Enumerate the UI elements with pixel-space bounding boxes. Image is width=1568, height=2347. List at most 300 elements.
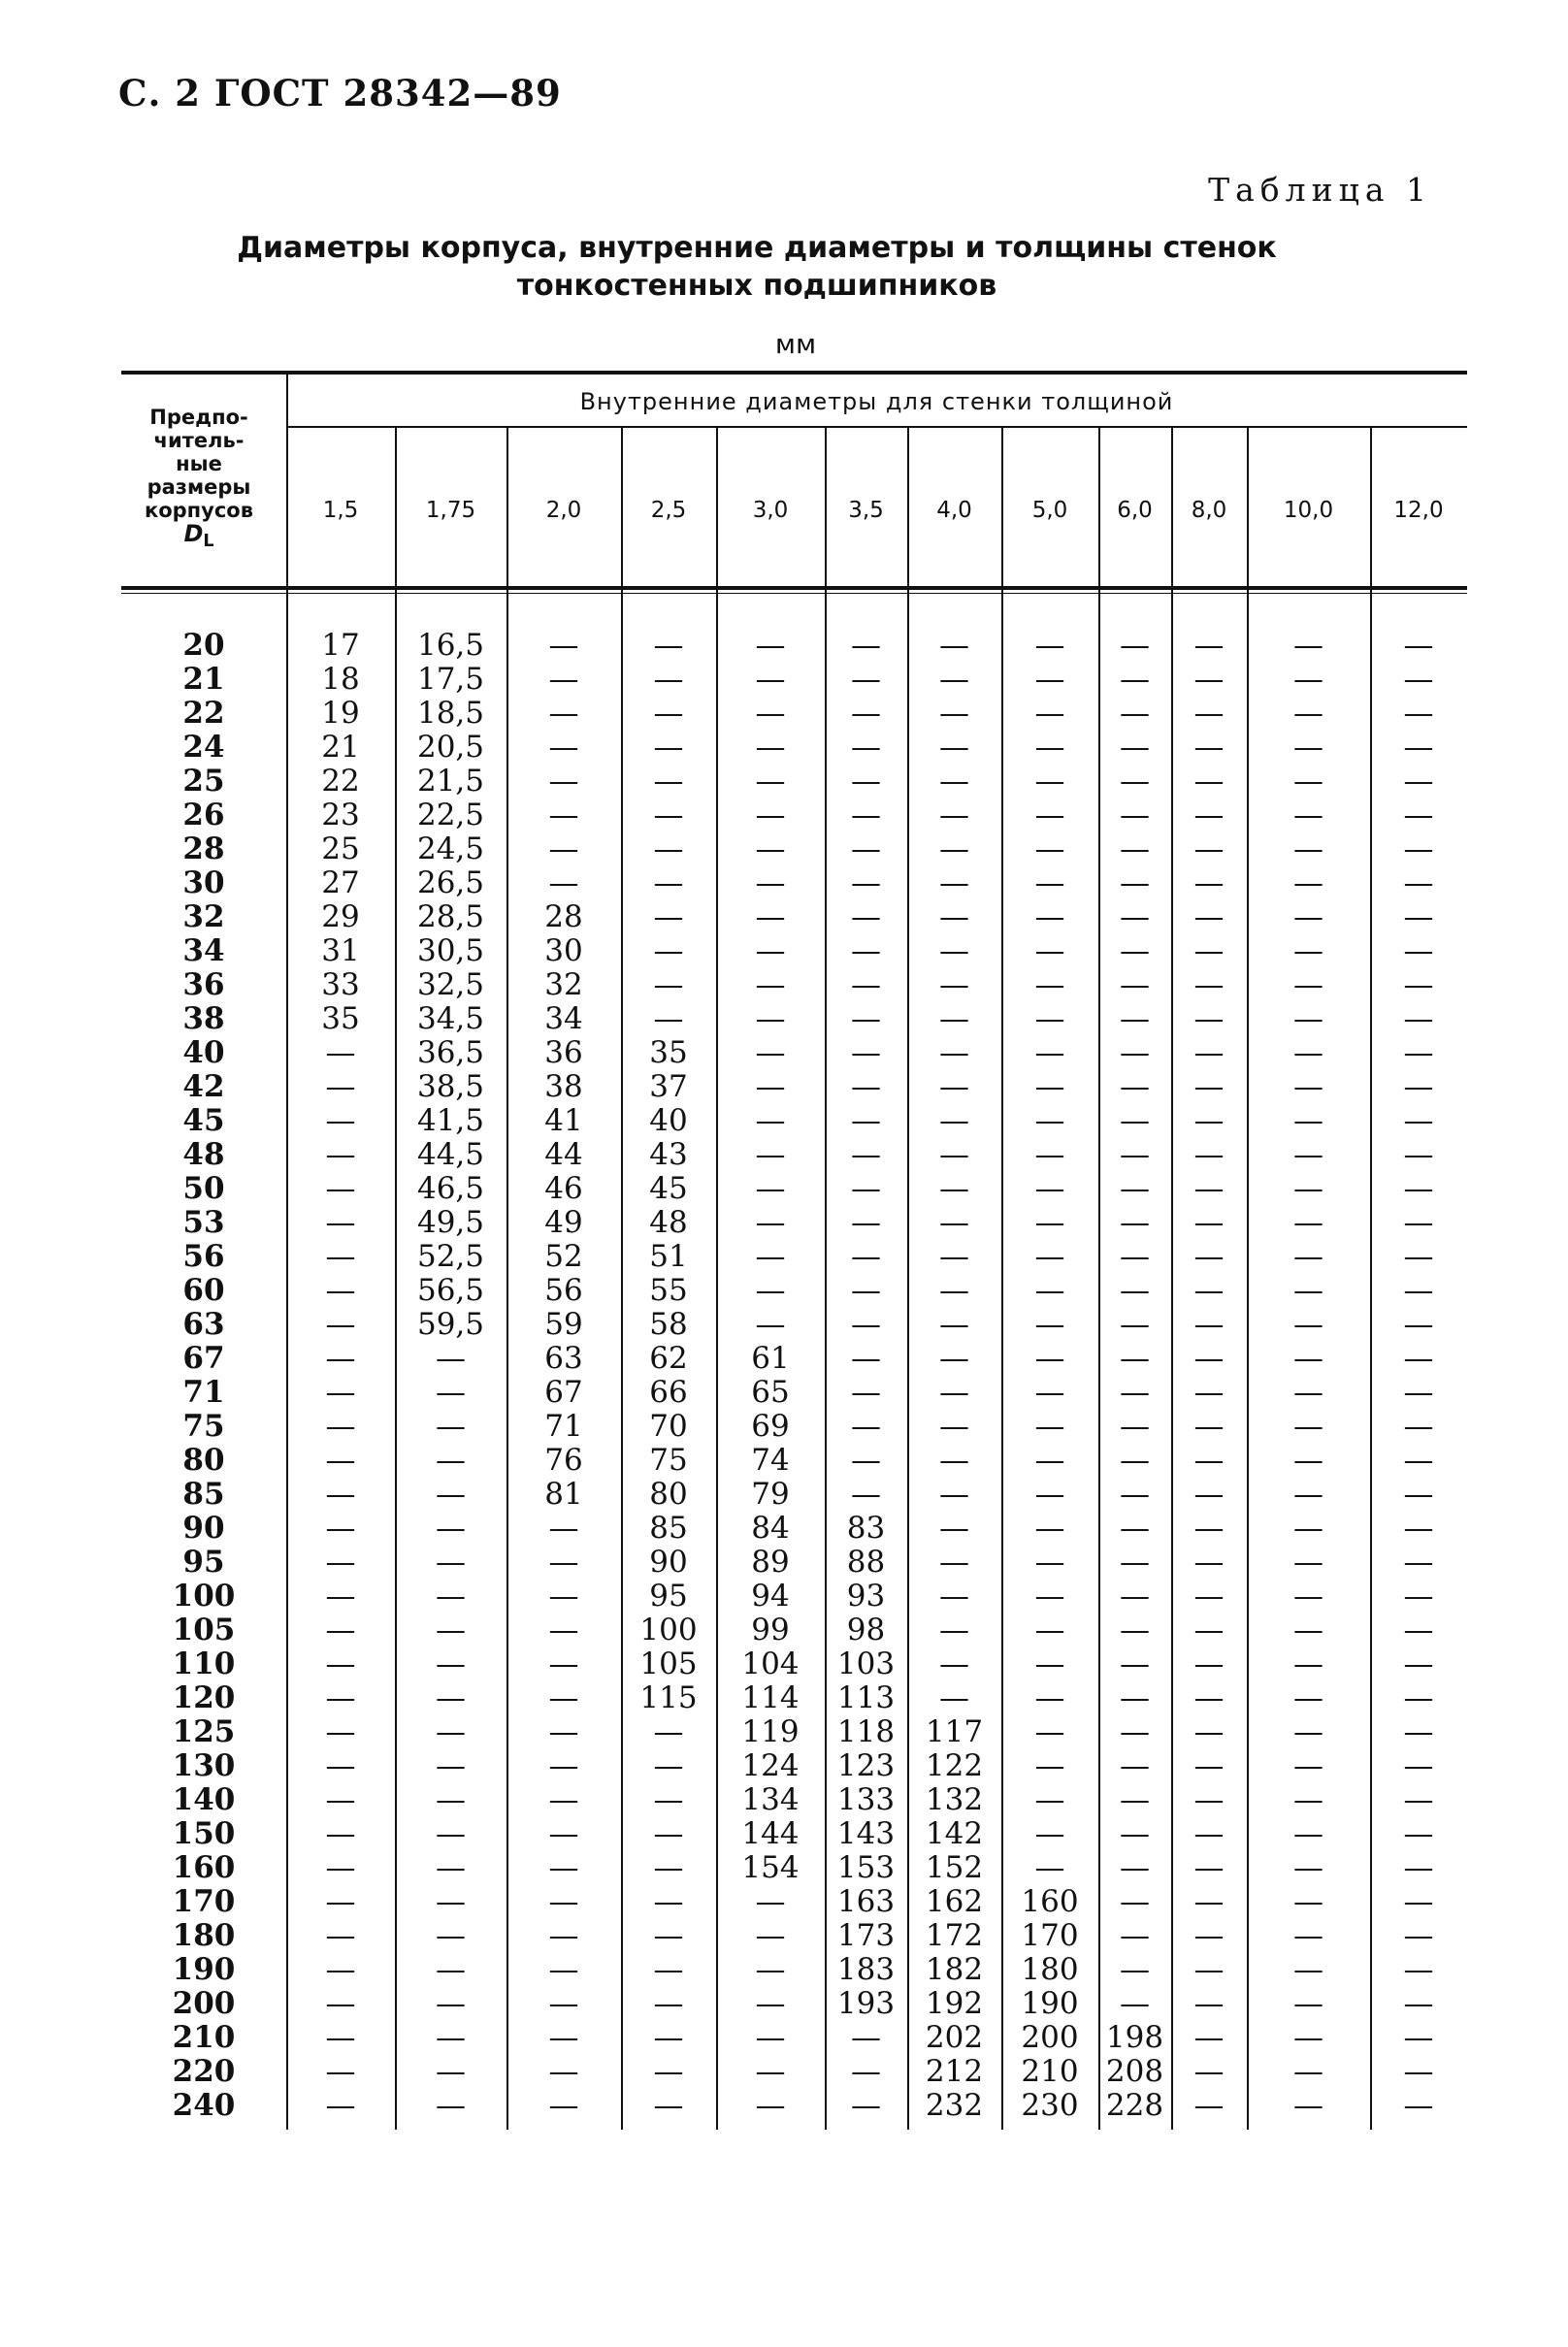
inner-diameter-cell: —: [939, 1171, 969, 1206]
inner-diameter-cell: —: [653, 730, 684, 765]
inner-diameter-cell: —: [548, 1680, 579, 1715]
inner-diameter-cell: 51: [649, 1239, 688, 1274]
inner-diameter-cell: —: [755, 967, 786, 1002]
inner-diameter-cell: —: [1293, 865, 1323, 900]
inner-diameter-cell: —: [1193, 899, 1225, 934]
inner-diameter-cell: —: [653, 967, 684, 1002]
inner-diameter-cell: —: [1034, 1341, 1065, 1376]
housing-size-cell: 170: [172, 1884, 236, 1919]
inner-diameter-cell: 59,5: [416, 1307, 485, 1342]
inner-diameter-cell: —: [1293, 1103, 1323, 1138]
inner-diameter-cell: —: [851, 933, 881, 968]
inner-diameter-cell: 100: [639, 1613, 698, 1647]
inner-diameter-cell: —: [548, 662, 579, 697]
inner-diameter-cell: —: [1293, 1341, 1323, 1376]
inner-diameter-cell: —: [325, 1375, 356, 1410]
inner-diameter-cell: —: [1293, 1477, 1323, 1512]
table-row: [0, 2089, 1568, 2123]
inner-diameter-cell: —: [325, 1307, 356, 1342]
inner-diameter-cell: —: [1120, 1986, 1150, 2021]
inner-diameter-cell: —: [1193, 1409, 1225, 1444]
inner-diameter-cell: —: [325, 1816, 356, 1851]
inner-diameter-cell: 163: [836, 1884, 896, 1919]
inner-diameter-cell: —: [939, 933, 969, 968]
inner-diameter-cell: —: [1034, 865, 1065, 900]
inner-diameter-cell: —: [548, 764, 579, 799]
table-row: [0, 1817, 1568, 1851]
inner-diameter-cell: —: [851, 1239, 881, 1274]
inner-diameter-cell: 98: [846, 1613, 886, 1647]
stub-header-line: размеры: [147, 475, 251, 499]
inner-diameter-cell: —: [755, 764, 786, 799]
inner-diameter-cell: 123: [836, 1748, 896, 1783]
inner-diameter-cell: 173: [836, 1918, 896, 1953]
inner-diameter-cell: —: [1293, 1171, 1323, 1206]
inner-diameter-cell: —: [1120, 1477, 1150, 1512]
inner-diameter-cell: —: [1293, 2020, 1323, 2055]
inner-diameter-cell: —: [325, 1341, 356, 1376]
inner-diameter-cell: 79: [751, 1477, 790, 1512]
inner-diameter-cell: —: [1120, 1511, 1150, 1546]
inner-diameter-cell: —: [1120, 1001, 1150, 1036]
inner-diameter-cell: —: [1403, 1205, 1434, 1240]
table-row: [0, 1410, 1568, 1444]
inner-diameter-cell: —: [755, 933, 786, 968]
thickness-header: 10,0: [1283, 497, 1334, 523]
inner-diameter-cell: 56,5: [416, 1273, 485, 1308]
table-row: [0, 1851, 1568, 1885]
inner-diameter-cell: —: [436, 2088, 466, 2123]
inner-diameter-cell: —: [1193, 1307, 1225, 1342]
inner-diameter-cell: —: [1293, 628, 1323, 663]
inner-diameter-cell: —: [939, 1409, 969, 1444]
table-row: [0, 832, 1568, 866]
inner-diameter-cell: —: [548, 865, 579, 900]
inner-diameter-cell: —: [1034, 1137, 1065, 1172]
inner-diameter-cell: —: [1120, 1579, 1150, 1614]
inner-diameter-cell: —: [436, 1952, 466, 1987]
thickness-header: 1,75: [425, 497, 476, 523]
inner-diameter-cell: —: [1193, 1545, 1225, 1580]
inner-diameter-cell: 34: [544, 1001, 583, 1036]
inner-diameter-cell: —: [436, 1646, 466, 1681]
inner-diameter-cell: —: [1193, 1273, 1225, 1308]
inner-diameter-cell: 232: [925, 2088, 984, 2123]
inner-diameter-cell: —: [548, 2054, 579, 2089]
header-bottom-rule-2: [121, 593, 1467, 594]
inner-diameter-cell: 83: [846, 1511, 886, 1546]
inner-diameter-cell: 162: [925, 1884, 984, 1919]
inner-diameter-cell: —: [1403, 1782, 1434, 1817]
table-row: [0, 1172, 1568, 1206]
inner-diameter-cell: —: [325, 1680, 356, 1715]
table-row: [0, 2055, 1568, 2089]
table-row: [0, 1681, 1568, 1715]
inner-diameter-cell: —: [1120, 1680, 1150, 1715]
inner-diameter-cell: 33: [321, 967, 360, 1002]
inner-diameter-cell: —: [1193, 2020, 1225, 2055]
inner-diameter-cell: —: [1034, 1001, 1065, 1036]
inner-diameter-cell: —: [548, 696, 579, 731]
table-row: [0, 1104, 1568, 1138]
inner-diameter-cell: —: [755, 2020, 786, 2055]
inner-diameter-cell: —: [851, 798, 881, 832]
inner-diameter-cell: —: [939, 1579, 969, 1614]
inner-diameter-cell: —: [1403, 2020, 1434, 2055]
table-row: [0, 765, 1568, 799]
inner-diameter-cell: —: [939, 1341, 969, 1376]
inner-diameter-cell: —: [1120, 764, 1150, 799]
inner-diameter-cell: —: [653, 1816, 684, 1851]
inner-diameter-cell: —: [325, 1137, 356, 1172]
inner-diameter-cell: —: [939, 865, 969, 900]
inner-diameter-cell: —: [1034, 1205, 1065, 1240]
dl-subscript: L: [203, 532, 214, 552]
inner-diameter-cell: —: [548, 1613, 579, 1647]
inner-diameter-cell: —: [1293, 1884, 1323, 1919]
inner-diameter-cell: —: [653, 696, 684, 731]
inner-diameter-cell: —: [1403, 1409, 1434, 1444]
inner-diameter-cell: 80: [649, 1477, 688, 1512]
inner-diameter-cell: 55: [649, 1273, 688, 1308]
inner-diameter-cell: —: [325, 1205, 356, 1240]
inner-diameter-cell: —: [755, 730, 786, 765]
inner-diameter-cell: —: [1403, 1103, 1434, 1138]
inner-diameter-cell: 70: [649, 1409, 688, 1444]
inner-diameter-cell: 46,5: [416, 1171, 485, 1206]
stub-header-symbol: [121, 522, 277, 553]
inner-diameter-cell: —: [1193, 1069, 1225, 1104]
inner-diameter-cell: —: [548, 1545, 579, 1580]
inner-diameter-cell: —: [1403, 1816, 1434, 1851]
inner-diameter-cell: 180: [1021, 1952, 1079, 1987]
inner-diameter-cell: —: [1293, 1714, 1323, 1749]
inner-diameter-cell: —: [1120, 1375, 1150, 1410]
housing-size-cell: 40: [182, 1035, 225, 1070]
inner-diameter-cell: —: [548, 798, 579, 832]
inner-diameter-cell: —: [436, 1782, 466, 1817]
table-row: [0, 1546, 1568, 1580]
inner-diameter-cell: —: [1120, 1307, 1150, 1342]
stub-header-line: Предпо-: [149, 406, 248, 429]
inner-diameter-cell: —: [653, 865, 684, 900]
inner-diameter-cell: —: [851, 1375, 881, 1410]
inner-diameter-cell: —: [1034, 1409, 1065, 1444]
table-row: [0, 1715, 1568, 1749]
housing-size-cell: 71: [182, 1375, 225, 1410]
inner-diameter-cell: —: [548, 1986, 579, 2021]
housing-size-cell: 190: [172, 1952, 236, 1987]
inner-diameter-cell: 74: [751, 1443, 790, 1478]
inner-diameter-cell: —: [1403, 1511, 1434, 1546]
inner-diameter-cell: 119: [741, 1714, 800, 1749]
inner-diameter-cell: —: [1403, 1307, 1434, 1342]
inner-diameter-cell: —: [851, 730, 881, 765]
inner-diameter-cell: —: [851, 1205, 881, 1240]
inner-diameter-cell: —: [1403, 899, 1434, 934]
band-rule: [286, 426, 1467, 428]
inner-diameter-cell: —: [1193, 2088, 1225, 2123]
inner-diameter-cell: —: [1120, 1714, 1150, 1749]
inner-diameter-cell: 36: [544, 1035, 583, 1070]
housing-size-cell: 32: [182, 899, 225, 934]
inner-diameter-cell: —: [1403, 1748, 1434, 1783]
inner-diameter-cell: —: [325, 1545, 356, 1580]
inner-diameter-cell: 21: [321, 730, 360, 765]
inner-diameter-cell: 75: [649, 1443, 688, 1478]
thickness-header: 8,0: [1191, 497, 1227, 523]
inner-diameter-cell: 71: [544, 1409, 583, 1444]
inner-diameter-cell: —: [851, 1409, 881, 1444]
inner-diameter-cell: —: [325, 1579, 356, 1614]
inner-diameter-cell: 26,5: [416, 865, 485, 900]
inner-diameter-cell: 36,5: [416, 1035, 485, 1070]
inner-diameter-cell: —: [1403, 1273, 1434, 1308]
table-row: [0, 1512, 1568, 1546]
inner-diameter-cell: —: [851, 865, 881, 900]
inner-diameter-cell: —: [939, 696, 969, 731]
inner-diameter-cell: —: [755, 1205, 786, 1240]
inner-diameter-cell: —: [755, 831, 786, 866]
inner-diameter-cell: 143: [836, 1816, 896, 1851]
inner-diameter-cell: 95: [649, 1579, 688, 1614]
inner-diameter-cell: 198: [1105, 2020, 1164, 2055]
inner-diameter-cell: —: [548, 628, 579, 663]
inner-diameter-cell: —: [755, 1069, 786, 1104]
inner-diameter-cell: 24,5: [416, 831, 485, 866]
inner-diameter-cell: —: [1403, 1171, 1434, 1206]
inner-diameter-cell: —: [325, 1239, 356, 1274]
inner-diameter-cell: —: [939, 1646, 969, 1681]
inner-diameter-cell: —: [939, 1511, 969, 1546]
inner-diameter-cell: 17,5: [416, 662, 485, 697]
inner-diameter-cell: —: [1293, 2088, 1323, 2123]
inner-diameter-cell: —: [1293, 1545, 1323, 1580]
inner-diameter-cell: —: [325, 1782, 356, 1817]
inner-diameter-cell: —: [1403, 933, 1434, 968]
inner-diameter-cell: —: [653, 1918, 684, 1953]
inner-diameter-cell: 113: [836, 1680, 896, 1715]
inner-diameter-cell: 32: [544, 967, 583, 1002]
inner-diameter-cell: —: [325, 1918, 356, 1953]
header-bottom-rule: [121, 586, 1467, 590]
inner-diameter-cell: 34,5: [416, 1001, 485, 1036]
inner-diameter-cell: —: [1193, 967, 1225, 1002]
table-row: [0, 1647, 1568, 1681]
inner-diameter-cell: —: [1293, 1613, 1323, 1647]
inner-diameter-cell: 21,5: [416, 764, 485, 799]
inner-diameter-cell: —: [1403, 1341, 1434, 1376]
inner-diameter-cell: 192: [925, 1986, 984, 2021]
inner-diameter-cell: —: [325, 2054, 356, 2089]
table-row: [0, 1783, 1568, 1817]
inner-diameter-cell: —: [1034, 628, 1065, 663]
inner-diameter-cell: —: [1034, 662, 1065, 697]
table-row: [0, 1206, 1568, 1240]
inner-diameter-cell: 76: [544, 1443, 583, 1478]
inner-diameter-cell: —: [1293, 730, 1323, 765]
housing-size-cell: 120: [172, 1680, 236, 1715]
inner-diameter-cell: —: [755, 865, 786, 900]
inner-diameter-cell: —: [1403, 696, 1434, 731]
inner-diameter-cell: —: [939, 967, 969, 1002]
inner-diameter-cell: —: [653, 1884, 684, 1919]
inner-diameter-cell: 41,5: [416, 1103, 485, 1138]
housing-size-cell: 22: [182, 696, 225, 731]
inner-diameter-cell: —: [851, 1443, 881, 1478]
inner-diameter-cell: —: [1120, 1239, 1150, 1274]
table-row: [0, 731, 1568, 765]
inner-diameter-cell: —: [1293, 1001, 1323, 1036]
inner-diameter-cell: —: [851, 1307, 881, 1342]
inner-diameter-cell: 133: [836, 1782, 896, 1817]
stub-header-line: ные: [176, 452, 222, 475]
inner-diameter-cell: —: [851, 1103, 881, 1138]
inner-diameter-cell: —: [436, 1714, 466, 1749]
inner-diameter-cell: 88: [846, 1545, 886, 1580]
inner-diameter-cell: 114: [741, 1680, 800, 1715]
inner-diameter-cell: 63: [544, 1341, 583, 1376]
inner-diameter-cell: —: [436, 1986, 466, 2021]
inner-diameter-cell: —: [1193, 1511, 1225, 1546]
housing-size-cell: 28: [182, 831, 225, 866]
inner-diameter-cell: —: [548, 1748, 579, 1783]
inner-diameter-cell: —: [1403, 1375, 1434, 1410]
inner-diameter-cell: —: [1403, 662, 1434, 697]
inner-diameter-cell: —: [755, 1001, 786, 1036]
inner-diameter-cell: —: [939, 1205, 969, 1240]
inner-diameter-cell: 93: [846, 1579, 886, 1614]
inner-diameter-cell: —: [1293, 662, 1323, 697]
inner-diameter-cell: —: [1403, 730, 1434, 765]
inner-diameter-cell: —: [1193, 1443, 1225, 1478]
thickness-header: 4,0: [936, 497, 972, 523]
inner-diameter-cell: —: [1293, 1035, 1323, 1070]
inner-diameter-cell: —: [1403, 1069, 1434, 1104]
inner-diameter-cell: —: [548, 2020, 579, 2055]
inner-diameter-cell: 115: [639, 1680, 698, 1715]
inner-diameter-cell: —: [653, 831, 684, 866]
inner-diameter-cell: —: [1293, 1646, 1323, 1681]
inner-diameter-cell: —: [939, 1239, 969, 1274]
inner-diameter-cell: —: [436, 1545, 466, 1580]
inner-diameter-cell: —: [1034, 933, 1065, 968]
inner-diameter-cell: —: [851, 2020, 881, 2055]
housing-size-cell: 21: [182, 662, 225, 697]
inner-diameter-cell: —: [1193, 865, 1225, 900]
inner-diameter-cell: —: [1293, 1918, 1323, 1953]
inner-diameter-cell: —: [1120, 1918, 1150, 1953]
housing-size-cell: 220: [172, 2054, 236, 2089]
inner-diameter-cell: 85: [649, 1511, 688, 1546]
inner-diameter-cell: —: [939, 1443, 969, 1478]
inner-diameter-cell: —: [1120, 1850, 1150, 1885]
inner-diameter-cell: —: [653, 1850, 684, 1885]
unit-label: мм: [774, 328, 817, 360]
inner-diameter-cell: —: [1403, 1918, 1434, 1953]
table-row: [0, 697, 1568, 731]
inner-diameter-cell: —: [1293, 1137, 1323, 1172]
inner-diameter-cell: 144: [741, 1816, 800, 1851]
housing-size-cell: 67: [182, 1341, 225, 1376]
inner-diameter-cell: 43: [649, 1137, 688, 1172]
inner-diameter-cell: —: [1034, 1511, 1065, 1546]
inner-diameter-cell: —: [851, 899, 881, 934]
housing-size-cell: 105: [172, 1613, 236, 1647]
inner-diameter-cell: —: [1293, 1680, 1323, 1715]
inner-diameter-cell: —: [755, 798, 786, 832]
inner-diameter-cell: —: [851, 2088, 881, 2123]
inner-diameter-cell: —: [755, 899, 786, 934]
band-header: Внутренние диаметры для стенки толщиной: [579, 388, 1174, 415]
inner-diameter-cell: —: [1193, 730, 1225, 765]
inner-diameter-cell: —: [1193, 1205, 1225, 1240]
thickness-header: 3,0: [752, 497, 789, 523]
inner-diameter-cell: —: [1293, 967, 1323, 1002]
inner-diameter-cell: 27: [321, 865, 360, 900]
table-row: [0, 1070, 1568, 1104]
inner-diameter-cell: —: [325, 1952, 356, 1987]
inner-diameter-cell: —: [1120, 798, 1150, 832]
inner-diameter-cell: 29: [321, 899, 360, 934]
inner-diameter-cell: 45: [649, 1171, 688, 1206]
thickness-header: 12,0: [1393, 497, 1444, 523]
inner-diameter-cell: —: [1193, 1748, 1225, 1783]
inner-diameter-cell: —: [1034, 1579, 1065, 1614]
inner-diameter-cell: —: [1193, 1646, 1225, 1681]
inner-diameter-cell: —: [1034, 764, 1065, 799]
inner-diameter-cell: —: [851, 628, 881, 663]
inner-diameter-cell: 58: [649, 1307, 688, 1342]
inner-diameter-cell: —: [1293, 1579, 1323, 1614]
inner-diameter-cell: —: [436, 1477, 466, 1512]
housing-size-cell: 160: [172, 1850, 236, 1885]
inner-diameter-cell: —: [436, 1816, 466, 1851]
housing-size-cell: 180: [172, 1918, 236, 1953]
inner-diameter-cell: —: [939, 662, 969, 697]
housing-size-cell: 50: [182, 1171, 225, 1206]
inner-diameter-cell: —: [939, 1680, 969, 1715]
inner-diameter-cell: —: [755, 1918, 786, 1953]
inner-diameter-cell: —: [1193, 1341, 1225, 1376]
inner-diameter-cell: —: [325, 1409, 356, 1444]
inner-diameter-cell: 49: [544, 1205, 583, 1240]
thickness-header: 6,0: [1117, 497, 1153, 523]
inner-diameter-cell: —: [755, 1239, 786, 1274]
inner-diameter-cell: —: [325, 1103, 356, 1138]
inner-diameter-cell: 210: [1021, 2054, 1079, 2089]
inner-diameter-cell: —: [1120, 865, 1150, 900]
inner-diameter-cell: 37: [649, 1069, 688, 1104]
inner-diameter-cell: 28,5: [416, 899, 485, 934]
housing-size-cell: 150: [172, 1816, 236, 1851]
inner-diameter-cell: —: [1120, 696, 1150, 731]
inner-diameter-cell: 122: [925, 1748, 984, 1783]
inner-diameter-cell: —: [653, 2088, 684, 2123]
inner-diameter-cell: 52: [544, 1239, 583, 1274]
inner-diameter-cell: —: [1403, 1884, 1434, 1919]
inner-diameter-cell: —: [1034, 1816, 1065, 1851]
inner-diameter-cell: —: [1293, 764, 1323, 799]
housing-size-cell: 210: [172, 2020, 236, 2055]
inner-diameter-cell: —: [1293, 1443, 1323, 1478]
inner-diameter-cell: —: [1403, 831, 1434, 866]
inner-diameter-cell: —: [325, 1850, 356, 1885]
inner-diameter-cell: 22: [321, 764, 360, 799]
inner-diameter-cell: —: [851, 831, 881, 866]
inner-diameter-cell: —: [1293, 798, 1323, 832]
inner-diameter-cell: 117: [925, 1714, 984, 1749]
